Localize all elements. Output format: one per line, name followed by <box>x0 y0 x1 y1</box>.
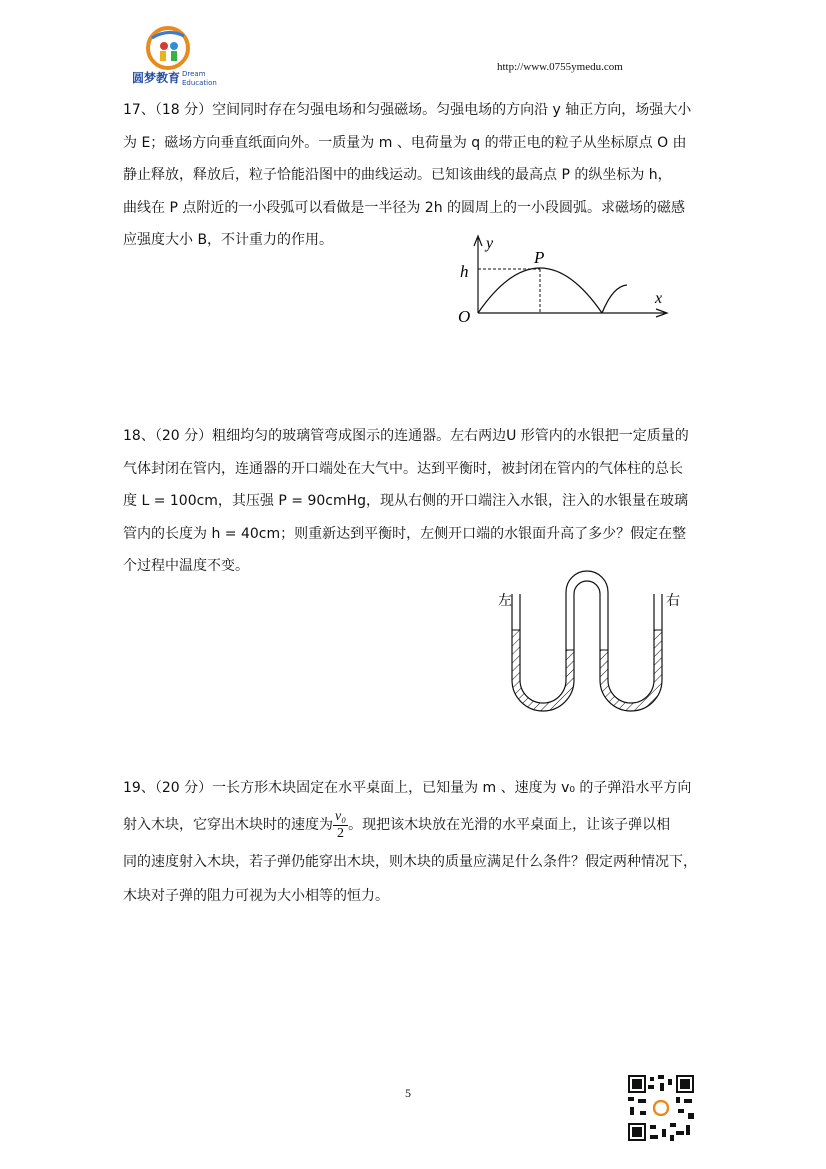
svg-text:Dream: Dream <box>182 70 206 78</box>
q19-line-3: 同的速度射入木块，若子弹仍能穿出木块，则木块的质量应满足什么条件？假定两种情况下， <box>123 854 697 870</box>
header-url[interactable]: http://www.0755ymedu.com <box>497 61 623 73</box>
right-label: 右 <box>666 593 680 609</box>
q18-connector-tube-figure <box>494 562 694 714</box>
q17-trajectory-figure <box>450 228 676 328</box>
q17-line-4: 曲线在 P 点附近的一小段弧可以看做是一半径为 2h 的圆周上的一小段圆弧。求磁场的磁感 <box>123 199 686 216</box>
qr-code-icon[interactable] <box>628 1075 694 1141</box>
q19-line-2-before: 射入木块，它穿出木块时的速度为 <box>123 817 333 833</box>
q17-line-5: 应强度大小 B，不计重力的作用。 <box>123 232 334 248</box>
q17-line-3: 静止释放，释放后，粒子恰能沿图中的曲线运动。已知该曲线的最高点 P 的纵坐标为 h， <box>123 167 672 183</box>
q19-line-4: 木块对子弹的阻力可视为大小相等的恒力。 <box>123 888 389 904</box>
q18-line-5: 个过程中温度不变。 <box>123 558 249 574</box>
question-18-text <box>123 420 705 583</box>
y-axis-label: y <box>486 235 494 252</box>
q19-line-1: 19、（20 分）一长方形木块固定在水平桌面上，已知量为 m 、速度为 v₀ 的子弹沿水平方向 <box>123 780 692 796</box>
page-number: 5 <box>405 1086 411 1100</box>
left-label: 左 <box>498 593 512 609</box>
q17-line-1: 17、（18 分）空间同时存在匀强电场和匀强磁场。匀强电场的方向沿 y 轴正方向，场强大小 <box>123 102 692 118</box>
dream-education-logo <box>130 24 217 90</box>
question-19-text <box>123 771 705 913</box>
q19-line-2 <box>123 805 705 845</box>
q18-line-2: 气体封闭在管内，连通器的开口端处在大气中。达到平衡时，被封闭在管内的气体柱的总长 <box>123 460 683 477</box>
x-axis-label: x <box>655 290 663 307</box>
svg-text:圆梦教育: 圆梦教育 <box>132 71 181 85</box>
q17-line-2: 为 E；磁场方向垂直纸面向外。一质量为 m 、电荷量为 q 的带正电的粒子从坐标原点 O 由 <box>123 134 687 151</box>
q18-line-1: 18、（20 分）粗细均匀的玻璃管弯成图示的连通器。左右两边U 形管内的水银把一定质量的 <box>123 428 689 444</box>
q18-line-3: 度 L = 100cm，其压强 P = 90cmHg，现从右侧的开口端注入水银，注入的水银量在玻璃 <box>123 493 689 509</box>
svg-text:Education: Education <box>182 79 217 87</box>
p-label: P <box>534 248 545 267</box>
v0-over-2-fraction: $\frac{\text{v₀}}{2}$ <box>335 808 347 841</box>
q18-line-4: 管内的长度为 h = 40cm；则重新达到平衡时，左侧开口端的水银面升高了多少？假定在整 <box>123 525 687 542</box>
q19-line-2-after: 。现把该木块放在光滑的水平桌面上，让该子弹以相 <box>348 817 671 833</box>
origin-label: O <box>458 307 471 326</box>
h-label: h <box>460 262 469 281</box>
